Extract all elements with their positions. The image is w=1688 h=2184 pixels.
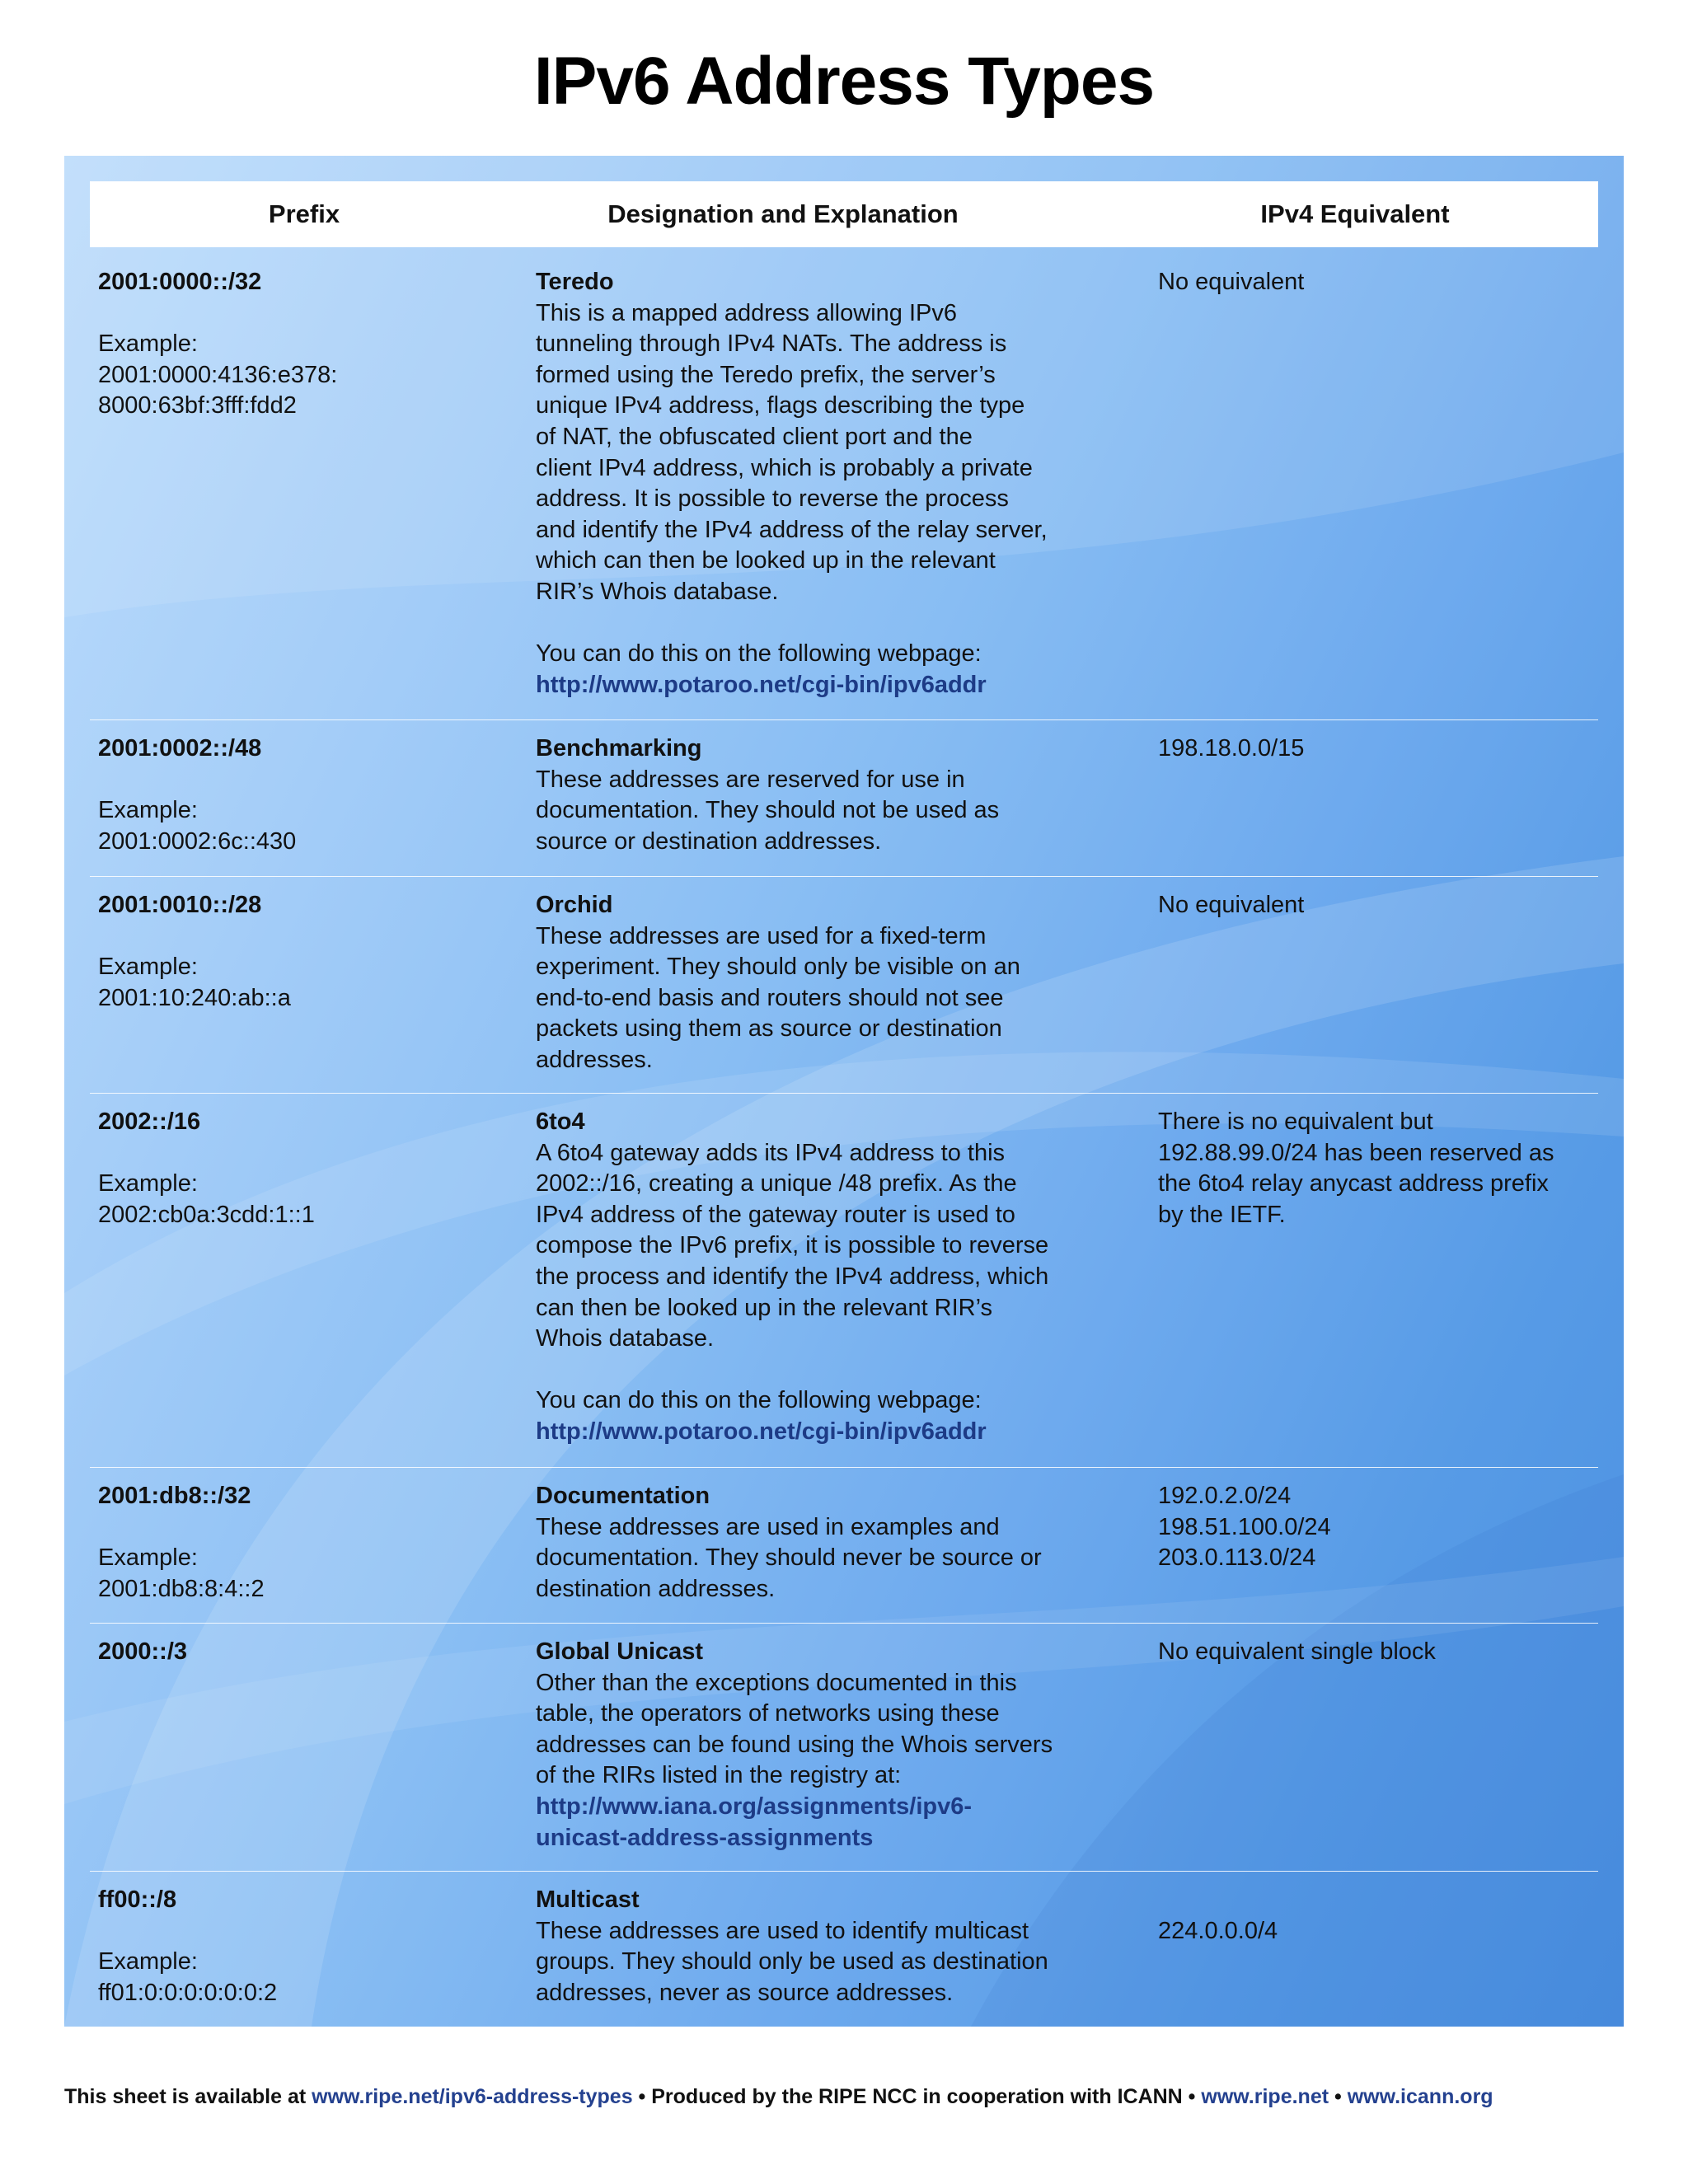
ipv4-cell — [1158, 1637, 1595, 1668]
ipv4-value: No equivalent — [1158, 269, 1305, 295]
explanation-line: Whois database. — [536, 1325, 715, 1352]
explanation-line: unique IPv4 address, flags describing the type — [536, 392, 1025, 419]
explanation-line: These addresses are used in examples and — [536, 1513, 1000, 1540]
ipv4-value: the 6to4 relay anycast address prefix — [1158, 1170, 1549, 1197]
example-value: 2001:db8:8:4::2 — [98, 1575, 265, 1602]
example-label: Example: — [98, 1544, 198, 1572]
designation-name: Benchmarking — [536, 735, 702, 762]
address-types-link[interactable]: www.ripe.net/ipv6-address-types — [312, 2085, 633, 2108]
example-label: Example: — [98, 1170, 198, 1197]
explanation-line: These addresses are used to identify multicast — [536, 1917, 1029, 1944]
designation-name: Multicast — [536, 1886, 640, 1913]
designation-name: Global Unicast — [536, 1638, 704, 1665]
header-designation: Designation and Explanation — [607, 199, 959, 228]
prefix-value: ff00::/8 — [98, 1886, 177, 1913]
explanation-line: A 6to4 gateway adds its IPv4 address to this — [536, 1139, 1006, 1166]
potaroo-link[interactable]: http://www.potaroo.net/cgi-bin/ipv6addr — [536, 1418, 987, 1445]
example-value: 8000:63bf:3fff:fdd2 — [98, 392, 297, 419]
explanation-line: addresses, never as source addresses. — [536, 1979, 954, 2006]
ipv4-cell — [1158, 267, 1595, 298]
ipv4-value: There is no equivalent but — [1158, 1108, 1433, 1135]
header-ipv4: IPv4 Equivalent — [1260, 199, 1450, 228]
explanation-line: client IPv4 address, which is probably a private — [536, 454, 1033, 481]
prefix-value: 2000::/3 — [98, 1638, 188, 1665]
ipv4-cell — [1158, 1916, 1595, 1947]
designation-name: 6to4 — [536, 1108, 585, 1135]
designation-cell — [536, 1107, 1113, 1448]
ripe-link[interactable]: www.ripe.net — [1201, 2085, 1329, 2108]
header-prefix: Prefix — [268, 199, 340, 228]
prefix-cell — [98, 1481, 510, 1605]
table-header — [90, 181, 1598, 247]
ipv4-cell — [1158, 890, 1595, 921]
table-row — [90, 719, 1598, 873]
designation-name: Documentation — [536, 1483, 710, 1509]
ipv4-value: 198.51.100.0/24 — [1158, 1513, 1331, 1540]
explanation-line: address. It is possible to reverse the process — [536, 485, 1009, 513]
prefix-value: 2001:0000::/32 — [98, 269, 262, 295]
iana-link[interactable]: unicast-address-assignments — [536, 1824, 874, 1851]
icann-link[interactable]: www.icann.org — [1347, 2085, 1493, 2108]
table-row — [90, 1093, 1598, 1465]
prefix-cell — [98, 1885, 510, 2008]
explanation-line: of the RIRs listed in the registry at: — [536, 1762, 902, 1789]
table-row — [90, 876, 1598, 1091]
ipv4-cell — [1158, 733, 1595, 765]
prefix-cell — [98, 890, 510, 1014]
ipv4-value: 192.0.2.0/24 — [1158, 1483, 1292, 1509]
explanation-line: Other than the exceptions documented in this — [536, 1669, 1017, 1696]
ipv4-value: 192.88.99.0/24 has been reserved as — [1158, 1139, 1554, 1166]
explanation-line: which can then be looked up in the relevant — [536, 547, 996, 574]
designation-cell — [536, 890, 1113, 1076]
footer-text: • Produced by the RIPE NCC in cooperation with ICANN • — [632, 2085, 1202, 2108]
explanation-line: You can do this on the following webpage: — [536, 1387, 982, 1414]
explanation-line: addresses. — [536, 1046, 653, 1073]
explanation-line: IPv4 address of the gateway router is used to — [536, 1201, 1015, 1228]
designation-name: Teredo — [536, 269, 614, 295]
ipv4-cell — [1158, 1481, 1595, 1574]
prefix-value: 2001:0002::/48 — [98, 735, 262, 762]
example-label: Example: — [98, 330, 198, 358]
address-table-panel — [64, 156, 1624, 2027]
table-row — [90, 267, 1598, 698]
explanation-line: These addresses are used for a fixed-term — [536, 922, 987, 949]
explanation-line: formed using the Teredo prefix, the server’s — [536, 361, 996, 388]
prefix-value: 2001:0010::/28 — [98, 892, 262, 918]
prefix-cell — [98, 733, 510, 857]
example-value: 2001:0000:4136:e378: — [98, 361, 338, 388]
ipv4-value: by the IETF. — [1158, 1201, 1286, 1228]
footer — [64, 2085, 1624, 2109]
explanation-line: RIR’s Whois database. — [536, 578, 779, 605]
explanation-line: tunneling through IPv4 NATs. The address is — [536, 330, 1007, 358]
page-title: IPv6 Address Types — [533, 44, 1155, 119]
explanation-line: table, the operators of networks using these — [536, 1700, 1000, 1727]
example-label: Example: — [98, 954, 198, 981]
ipv4-value: 203.0.113.0/24 — [1158, 1544, 1316, 1572]
designation-cell — [536, 1885, 1113, 2008]
table-row — [90, 1467, 1598, 1620]
explanation-line: 2002::/16, creating a unique /48 prefix. As the — [536, 1170, 1017, 1197]
prefix-value: 2002::/16 — [98, 1108, 201, 1135]
designation-cell — [536, 1481, 1113, 1605]
explanation-line: destination addresses. — [536, 1575, 776, 1602]
prefix-cell — [98, 267, 510, 422]
explanation-line: This is a mapped address allowing IPv6 — [536, 299, 957, 326]
example-label: Example: — [98, 1948, 198, 1975]
ipv4-value: 198.18.0.0/15 — [1158, 735, 1305, 762]
potaroo-link[interactable]: http://www.potaroo.net/cgi-bin/ipv6addr — [536, 671, 987, 698]
explanation-line: compose the IPv6 prefix, it is possible to reverse — [536, 1232, 1049, 1259]
prefix-cell — [98, 1107, 510, 1230]
footer-text: • — [1329, 2085, 1348, 2108]
designation-cell — [536, 733, 1113, 857]
explanation-line: groups. They should only be used as destination — [536, 1948, 1048, 1975]
ipv4-value: 224.0.0.0/4 — [1158, 1917, 1278, 1944]
example-value: 2002:cb0a:3cdd:1::1 — [98, 1201, 315, 1228]
explanation-line: can then be looked up in the relevant RIR’s — [536, 1294, 993, 1321]
ipv4-cell — [1158, 1107, 1595, 1230]
explanation-line: source or destination addresses. — [536, 827, 882, 855]
iana-link[interactable]: http://www.iana.org/assignments/ipv6- — [536, 1793, 973, 1820]
ipv4-value: No equivalent single block — [1158, 1638, 1436, 1665]
explanation-line: the process and identify the IPv4 address, which — [536, 1263, 1049, 1290]
explanation-line: and identify the IPv4 address of the relay server, — [536, 516, 1048, 543]
ipv4-value: No equivalent — [1158, 892, 1305, 918]
explanation-line: documentation. They should never be source or — [536, 1544, 1042, 1572]
explanation-line: documentation. They should not be used as — [536, 797, 1000, 824]
example-value: ff01:0:0:0:0:0:0:2 — [98, 1979, 278, 2006]
designation-cell — [536, 267, 1113, 701]
explanation-line: end-to-end basis and routers should not see — [536, 984, 1004, 1011]
prefix-cell — [98, 1637, 510, 1668]
explanation-line: addresses can be found using the Whois servers — [536, 1731, 1053, 1758]
table-row — [90, 1623, 1598, 1858]
explanation-line: of NAT, the obfuscated client port and the — [536, 423, 973, 450]
designation-name: Orchid — [536, 892, 613, 918]
explanation-line: packets using them as source or destination — [536, 1015, 1002, 1043]
explanation-line: You can do this on the following webpage: — [536, 640, 982, 668]
designation-cell — [536, 1637, 1113, 1854]
explanation-line: experiment. They should only be visible on an — [536, 954, 1020, 981]
table-row — [90, 1871, 1598, 2024]
example-value: 2001:10:240:ab::a — [98, 984, 291, 1011]
example-value: 2001:0002:6c::430 — [98, 827, 297, 855]
explanation-line: These addresses are reserved for use in — [536, 766, 965, 793]
prefix-value: 2001:db8::/32 — [98, 1483, 251, 1509]
footer-text: This sheet is available at — [64, 2085, 312, 2108]
example-label: Example: — [98, 797, 198, 824]
